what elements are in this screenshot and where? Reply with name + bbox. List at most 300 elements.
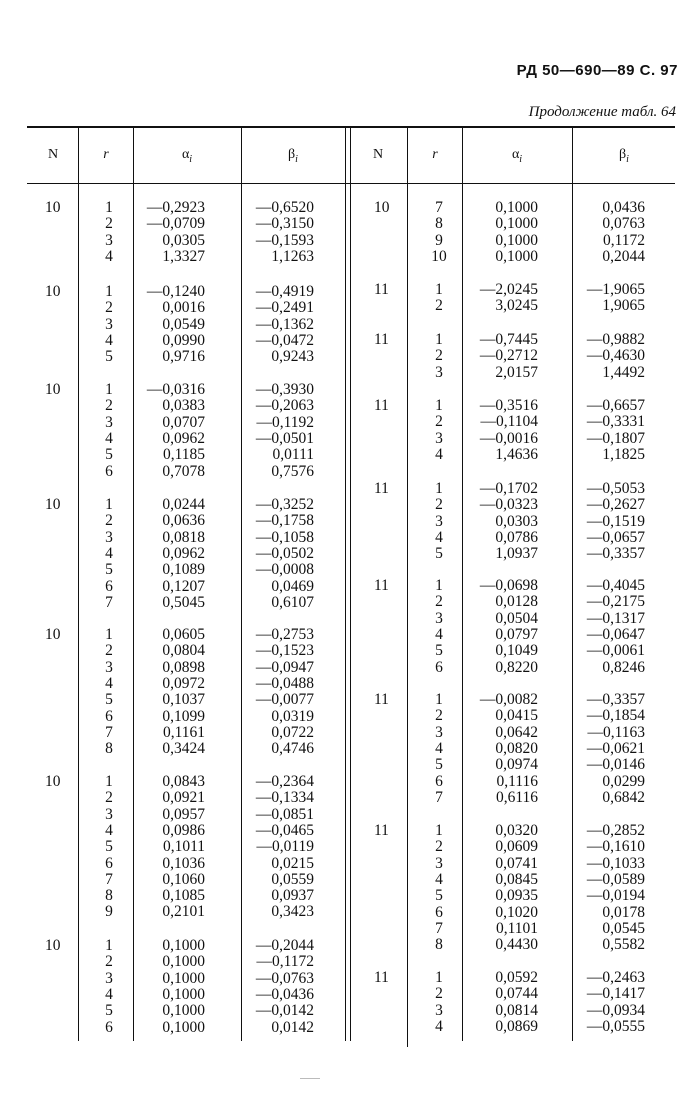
cell-beta: —0,2063 — [255, 397, 314, 415]
cell-alpha: 0,0016 — [162, 299, 205, 317]
group-n-value: 11 — [374, 331, 389, 348]
cell-alpha: 0,1207 — [162, 577, 205, 595]
cell-alpha: 0,1116 — [496, 772, 538, 790]
cell-alpha: 0,1000 — [162, 1002, 205, 1020]
cell-beta: 0,7576 — [271, 462, 314, 480]
header-n-left: N — [47, 147, 59, 162]
cell-alpha: 0,0957 — [162, 805, 205, 823]
cell-alpha: —0,0082 — [479, 691, 538, 708]
cell-beta: —0,1610 — [586, 838, 645, 856]
cell-r: 5 — [435, 545, 443, 563]
cell-r: 6 — [105, 577, 113, 595]
page-header: РД 50—690—89 С. 97 — [516, 62, 678, 79]
cell-beta: —0,2364 — [255, 773, 314, 790]
cell-r: 1 — [435, 281, 443, 298]
cell-r: 5 — [105, 691, 113, 709]
cell-r: 1 — [105, 937, 113, 954]
cell-alpha: 0,0974 — [495, 756, 538, 774]
cell-alpha: 0,0383 — [162, 397, 205, 415]
cell-beta: —0,0436 — [255, 985, 314, 1003]
page-footer-mark — [300, 1078, 320, 1079]
cell-r: 2 — [435, 707, 443, 725]
cell-r: 6 — [105, 707, 113, 725]
cell-r: 2 — [105, 397, 113, 415]
col-rule — [572, 127, 573, 1041]
cell-alpha: 0,2101 — [162, 903, 205, 921]
cell-beta: 0,0178 — [602, 903, 645, 921]
cell-r: 1 — [435, 577, 443, 594]
cell-beta: 0,2044 — [602, 247, 645, 265]
group-n-value: 11 — [374, 397, 389, 414]
cell-beta: —0,1523 — [255, 642, 314, 660]
cell-r: 1 — [105, 773, 113, 790]
cell-beta: —0,0555 — [586, 1017, 645, 1035]
cell-alpha: —0,0709 — [146, 215, 205, 233]
cell-r: 1 — [105, 496, 113, 513]
cell-beta: 1,9065 — [602, 297, 645, 315]
cell-r: 6 — [435, 903, 443, 921]
cell-beta: —0,1417 — [586, 985, 645, 1003]
cell-r: 3 — [105, 969, 113, 987]
cell-alpha: 0,0786 — [495, 528, 538, 546]
cell-r: 3 — [435, 1001, 443, 1019]
cell-alpha: 0,1000 — [162, 969, 205, 987]
cell-beta: —0,0142 — [255, 1002, 314, 1020]
cell-r: 5 — [105, 348, 113, 366]
cell-r: 4 — [105, 821, 113, 839]
cell-alpha: 0,3424 — [162, 740, 205, 758]
cell-r: 6 — [105, 854, 113, 872]
cell-alpha: 0,0804 — [162, 642, 205, 660]
cell-alpha: 0,1011 — [162, 838, 205, 856]
cell-alpha: 0,1000 — [495, 215, 538, 233]
cell-beta: 0,4746 — [271, 740, 314, 758]
cell-alpha: 0,0744 — [495, 985, 538, 1003]
cell-alpha: 0,8220 — [495, 658, 538, 676]
group-n-value: 11 — [374, 969, 389, 986]
cell-alpha: —0,7445 — [479, 331, 538, 348]
cell-r: 4 — [435, 1017, 443, 1035]
cell-alpha: 0,0415 — [495, 707, 538, 725]
cell-r: 3 — [435, 609, 443, 627]
cell-r: 7 — [105, 870, 113, 888]
cell-beta: 0,0763 — [602, 215, 645, 233]
cell-beta: —0,4630 — [586, 347, 645, 365]
cell-r: 4 — [105, 544, 113, 562]
cell-r: 2 — [105, 512, 113, 530]
cell-alpha: —0,0698 — [479, 577, 538, 594]
cell-alpha: 3,0245 — [495, 297, 538, 315]
cell-alpha: 0,0962 — [162, 544, 205, 562]
cell-alpha: 0,0962 — [162, 429, 205, 447]
cell-beta: —0,0472 — [255, 331, 314, 349]
cell-beta: —1,9065 — [586, 281, 645, 298]
cell-alpha: 0,1161 — [162, 723, 205, 741]
cell-beta: —0,1033 — [586, 854, 645, 872]
cell-beta: —0,1334 — [255, 789, 314, 807]
cell-alpha: 0,0609 — [495, 838, 538, 856]
cell-alpha: 0,0549 — [162, 315, 205, 333]
cell-beta: —0,4045 — [586, 577, 645, 594]
cell-r: 4 — [105, 429, 113, 447]
cell-alpha: 0,0814 — [495, 1001, 538, 1019]
cell-r: 1 — [105, 626, 113, 643]
cell-beta: —0,1758 — [255, 512, 314, 530]
header-beta-right: $\beta_i$ — [619, 147, 629, 165]
cell-beta: —0,3331 — [586, 413, 645, 431]
cell-r: 1 — [105, 283, 113, 300]
cell-r: 4 — [105, 674, 113, 692]
cell-beta: —0,1317 — [586, 609, 645, 627]
cell-beta: 1,1825 — [602, 445, 645, 463]
cell-r: 3 — [435, 723, 443, 741]
cell-r: 10 — [431, 247, 447, 265]
cell-r: 1 — [435, 397, 443, 414]
cell-r: 8 — [435, 215, 443, 233]
cell-alpha: 0,0741 — [495, 854, 538, 872]
cell-alpha: 0,0303 — [495, 512, 538, 530]
cell-r: 4 — [435, 445, 443, 463]
cell-beta: —0,0647 — [586, 625, 645, 643]
cell-beta: —0,3150 — [255, 215, 314, 233]
cell-beta: —0,1593 — [255, 231, 314, 249]
cell-alpha: 0,0898 — [162, 658, 205, 676]
cell-r: 5 — [105, 838, 113, 856]
cell-alpha: 0,1020 — [495, 903, 538, 921]
cell-r: 5 — [105, 446, 113, 464]
cell-r: 2 — [435, 413, 443, 431]
cell-alpha: 0,0935 — [495, 887, 538, 905]
cell-beta: —0,0502 — [255, 544, 314, 562]
cell-beta: —0,2753 — [255, 626, 314, 643]
cell-alpha: —0,0016 — [479, 429, 538, 447]
cell-beta: 0,0469 — [271, 577, 314, 595]
group-n-value: 11 — [374, 822, 389, 839]
cell-r: 4 — [105, 985, 113, 1003]
cell-r: 4 — [105, 247, 113, 265]
cell-r: 2 — [105, 953, 113, 971]
cell-alpha: 0,1037 — [162, 691, 205, 709]
cell-beta: —0,0194 — [586, 887, 645, 905]
group-n-value: 11 — [374, 577, 389, 594]
cell-beta: 0,0111 — [272, 446, 314, 464]
cell-alpha: 0,0921 — [162, 789, 205, 807]
cell-beta: —0,1172 — [256, 953, 314, 971]
cell-beta: 1,1263 — [271, 247, 314, 265]
cell-r: 1 — [435, 691, 443, 708]
cell-beta: —0,5053 — [586, 480, 645, 497]
cell-alpha: 0,0818 — [162, 528, 205, 546]
cell-alpha: 0,0843 — [162, 773, 205, 790]
cell-alpha: 0,1101 — [495, 919, 538, 937]
cell-beta: —0,9882 — [586, 331, 645, 348]
cell-alpha: 0,1085 — [162, 887, 205, 905]
cell-r: 1 — [105, 199, 113, 216]
cell-r: 2 — [435, 297, 443, 315]
cell-r: 3 — [105, 658, 113, 676]
col-rule — [462, 127, 463, 1041]
cell-beta: —0,0589 — [586, 870, 645, 888]
cell-beta: —0,0947 — [255, 658, 314, 676]
cell-alpha: 0,0990 — [162, 331, 205, 349]
cell-r: 3 — [435, 363, 443, 381]
group-n-value: 10 — [45, 937, 61, 954]
cell-r: 3 — [105, 315, 113, 333]
cell-alpha: 0,0972 — [162, 674, 205, 692]
cell-r: 4 — [435, 625, 443, 643]
cell-alpha: 0,1000 — [162, 985, 205, 1003]
cell-alpha: 0,0820 — [495, 739, 538, 757]
cell-alpha: 0,1000 — [495, 231, 538, 249]
cell-alpha: 0,5045 — [162, 593, 205, 611]
cell-alpha: 2,0157 — [495, 363, 538, 381]
header-alpha-right: $\alpha_i$ — [511, 147, 523, 165]
cell-beta: 0,9243 — [271, 348, 314, 366]
cell-alpha: 0,7078 — [162, 462, 205, 480]
cell-alpha: 0,1060 — [162, 870, 205, 888]
cell-alpha: 0,1099 — [162, 707, 205, 725]
cell-r: 7 — [105, 723, 113, 741]
center-double-rule — [350, 127, 351, 1041]
cell-r: 3 — [105, 805, 113, 823]
cell-r: 2 — [435, 593, 443, 611]
cell-beta: 0,0299 — [602, 772, 645, 790]
header-alpha-left: $\alpha_i$ — [181, 147, 193, 165]
cell-alpha: 1,0937 — [495, 545, 538, 563]
cell-r: 9 — [105, 903, 113, 921]
cell-alpha: 1,4636 — [495, 445, 538, 463]
cell-beta: —0,1163 — [587, 723, 645, 741]
cell-alpha: 0,0986 — [162, 821, 205, 839]
cell-r: 5 — [105, 1002, 113, 1020]
cell-beta: —0,3930 — [255, 381, 314, 398]
cell-beta: —0,0061 — [586, 642, 645, 660]
cell-alpha: 0,1049 — [495, 642, 538, 660]
cell-alpha: —0,1104 — [480, 413, 538, 431]
cell-beta: 0,8246 — [602, 658, 645, 676]
cell-r: 6 — [435, 658, 443, 676]
cell-r: 6 — [105, 1018, 113, 1036]
cell-alpha: —0,2923 — [146, 199, 205, 216]
cell-alpha: 0,1089 — [162, 561, 205, 579]
cell-alpha: —0,3516 — [479, 397, 538, 414]
cell-alpha: 0,0869 — [495, 1017, 538, 1035]
cell-alpha: 0,0504 — [495, 609, 538, 627]
cell-alpha: —0,0316 — [146, 381, 205, 398]
cell-alpha: 0,1000 — [162, 937, 205, 954]
cell-beta: 0,1172 — [602, 231, 645, 249]
cell-beta: —0,2175 — [586, 593, 645, 611]
cell-beta: —0,0851 — [255, 805, 314, 823]
cell-alpha: 0,0707 — [162, 413, 205, 431]
cell-r: 3 — [105, 231, 113, 249]
cell-r: 9 — [435, 231, 443, 249]
cell-beta: —0,0621 — [586, 739, 645, 757]
cell-alpha: 0,1000 — [495, 247, 538, 265]
cell-r: 5 — [435, 642, 443, 660]
cell-alpha: 0,0305 — [162, 231, 205, 249]
group-n-value: 10 — [45, 773, 61, 790]
cell-alpha: 0,0845 — [495, 870, 538, 888]
cell-alpha: 0,0320 — [495, 822, 538, 839]
cell-beta: —0,0934 — [586, 1001, 645, 1019]
col-rule — [78, 127, 79, 1041]
cell-alpha: 1,3327 — [162, 247, 205, 265]
cell-r: 2 — [105, 789, 113, 807]
cell-beta: —0,3252 — [255, 496, 314, 513]
cell-beta: —0,0146 — [586, 756, 645, 774]
cell-alpha: 0,1000 — [162, 1018, 205, 1036]
cell-r: 6 — [435, 772, 443, 790]
cell-r: 3 — [435, 854, 443, 872]
cell-alpha: —0,1702 — [479, 480, 538, 497]
cell-alpha: 0,0636 — [162, 512, 205, 530]
cell-beta: 0,6107 — [271, 593, 314, 611]
cell-alpha: 0,9716 — [162, 348, 205, 366]
cell-beta: 0,0215 — [271, 854, 314, 872]
cell-r: 3 — [105, 413, 113, 431]
group-n-value: 11 — [374, 691, 389, 708]
cell-r: 4 — [435, 528, 443, 546]
cell-r: 4 — [105, 331, 113, 349]
cell-beta: —0,2463 — [586, 969, 645, 986]
cell-beta: —0,1058 — [255, 528, 314, 546]
cell-beta: —0,1854 — [586, 707, 645, 725]
cell-r: 2 — [105, 299, 113, 317]
center-double-rule — [345, 127, 346, 1041]
cell-beta: 0,0722 — [271, 723, 314, 741]
cell-beta: 0,3423 — [271, 903, 314, 921]
cell-beta: 0,0937 — [271, 887, 314, 905]
cell-beta: —0,0763 — [255, 969, 314, 987]
cell-alpha: 0,6116 — [495, 788, 538, 806]
header-n-right: N — [372, 147, 384, 162]
cell-alpha: 0,0797 — [495, 625, 538, 643]
cell-r: 1 — [435, 331, 443, 348]
cell-alpha: 0,0128 — [495, 593, 538, 611]
col-rule — [407, 127, 408, 1047]
group-n-value: 10 — [45, 496, 61, 513]
cell-beta: 1,4492 — [602, 363, 645, 381]
cell-r: 1 — [435, 822, 443, 839]
cell-beta: —0,2044 — [255, 937, 314, 954]
table-continuation-caption: Продолжение табл. 64 — [528, 104, 676, 120]
cell-alpha: 0,0592 — [495, 969, 538, 986]
cell-r: 8 — [105, 740, 113, 758]
cell-alpha: 0,0642 — [495, 723, 538, 741]
cell-r: 7 — [435, 199, 443, 216]
cell-r: 2 — [435, 985, 443, 1003]
cell-beta: 0,6842 — [602, 788, 645, 806]
cell-r: 5 — [105, 561, 113, 579]
cell-r: 7 — [435, 788, 443, 806]
cell-beta: 0,0436 — [602, 199, 645, 216]
cell-r: 2 — [435, 347, 443, 365]
cell-alpha: 0,0605 — [162, 626, 205, 643]
cell-beta: —0,1519 — [586, 512, 645, 530]
cell-beta: —0,0077 — [255, 691, 314, 709]
cell-r: 8 — [435, 936, 443, 954]
cell-r: 8 — [105, 887, 113, 905]
cell-alpha: 0,4430 — [495, 936, 538, 954]
cell-beta: —0,3357 — [586, 545, 645, 563]
cell-r: 5 — [435, 887, 443, 905]
cell-r: 3 — [435, 429, 443, 447]
cell-r: 2 — [105, 215, 113, 233]
cell-beta: —0,1362 — [255, 315, 314, 333]
cell-beta: —0,3357 — [586, 691, 645, 708]
cell-alpha: —2,0245 — [479, 281, 538, 298]
header-r-left: r — [103, 147, 109, 162]
header-beta-left: $\beta_i$ — [288, 147, 298, 165]
cell-beta: —0,2852 — [586, 822, 645, 839]
cell-beta: —0,0501 — [255, 429, 314, 447]
cell-r: 1 — [435, 480, 443, 497]
col-rule — [241, 127, 242, 1041]
cell-alpha: —0,2712 — [479, 347, 538, 365]
group-n-value: 10 — [45, 626, 61, 643]
table-top-rule — [27, 126, 675, 128]
cell-r: 7 — [105, 593, 113, 611]
cell-r: 2 — [435, 838, 443, 856]
cell-beta: —0,1192 — [256, 413, 314, 431]
cell-alpha: 0,1000 — [495, 199, 538, 216]
cell-alpha: 0,1185 — [162, 446, 205, 464]
group-n-value: 10 — [374, 199, 390, 216]
cell-r: 1 — [105, 381, 113, 398]
group-n-value: 11 — [374, 281, 389, 298]
cell-r: 3 — [435, 512, 443, 530]
group-n-value: 10 — [45, 199, 61, 216]
cell-r: 6 — [105, 462, 113, 480]
group-n-value: 10 — [45, 283, 61, 300]
cell-r: 4 — [435, 870, 443, 888]
cell-beta: 0,0559 — [271, 870, 314, 888]
cell-r: 1 — [435, 969, 443, 986]
header-r-right: r — [432, 147, 438, 162]
cell-beta: —0,2491 — [255, 299, 314, 317]
cell-beta: 0,5582 — [602, 936, 645, 954]
cell-r: 4 — [435, 739, 443, 757]
header-bottom-rule — [27, 183, 675, 184]
cell-beta: 0,0142 — [271, 1018, 314, 1036]
cell-beta: 0,0319 — [271, 707, 314, 725]
cell-beta: —0,0119 — [256, 838, 314, 856]
col-rule — [133, 127, 134, 1041]
cell-beta: —0,0465 — [255, 821, 314, 839]
cell-alpha: —0,0323 — [479, 496, 538, 514]
cell-alpha: —0,1240 — [146, 283, 205, 300]
group-n-value: 10 — [45, 381, 61, 398]
cell-alpha: 0,0244 — [162, 496, 205, 513]
cell-beta: —0,0008 — [255, 561, 314, 579]
cell-beta: —0,0657 — [586, 528, 645, 546]
cell-r: 7 — [435, 919, 443, 937]
cell-alpha: 0,1000 — [162, 953, 205, 971]
cell-beta: 0,0545 — [602, 919, 645, 937]
cell-beta: —0,4919 — [255, 283, 314, 300]
cell-beta: —0,6520 — [255, 199, 314, 216]
cell-beta: —0,2627 — [586, 496, 645, 514]
group-n-value: 11 — [374, 480, 389, 497]
cell-beta: —0,1807 — [586, 429, 645, 447]
cell-r: 3 — [105, 528, 113, 546]
cell-r: 2 — [105, 642, 113, 660]
cell-beta: —0,6657 — [586, 397, 645, 414]
cell-r: 5 — [435, 756, 443, 774]
cell-r: 2 — [435, 496, 443, 514]
cell-beta: —0,0488 — [255, 674, 314, 692]
